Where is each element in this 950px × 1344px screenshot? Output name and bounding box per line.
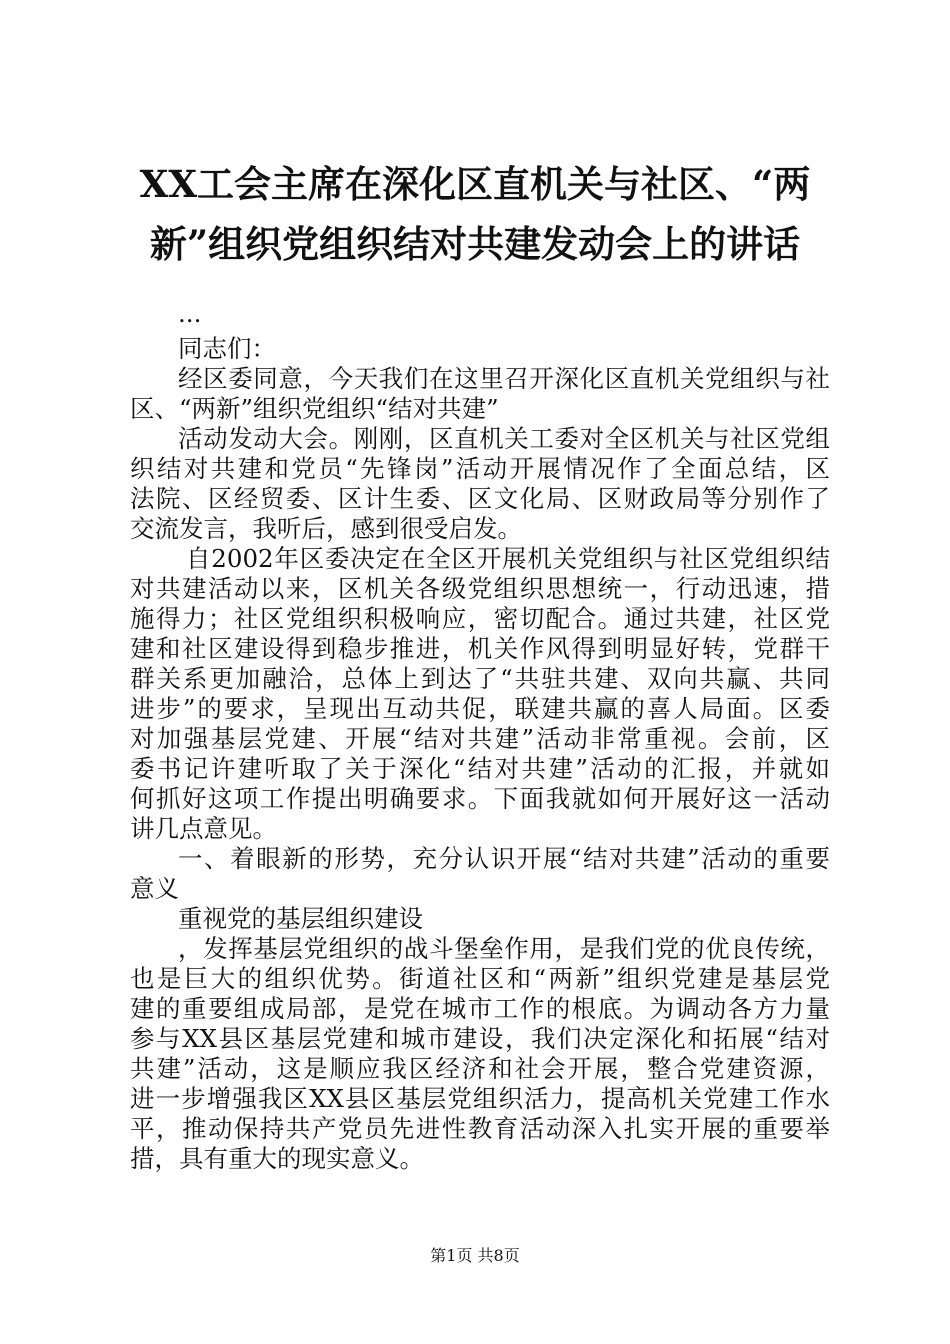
text-line: ，发挥基层党组织的战斗堡垒作用，是我们党的优良传统，: [178, 934, 830, 963]
section-heading-line: 意义: [130, 874, 179, 903]
page-footer: 第1页 共8页: [430, 1246, 520, 1265]
text-line: 平，推动保持共产党员先进性教育活动深入扎实开展的重要举: [130, 1114, 830, 1143]
text-line: 群关系更加融洽，总体上到达了“共驻共建、双向共赢、共同: [130, 664, 830, 693]
text-line: 参与XX县区基层党建和城市建设，我们决定深化和拓展“结对: [130, 1024, 830, 1053]
text-line: 共建”活动，这是顺应我区经济和社会开展，整合党建资源，: [130, 1054, 830, 1083]
salutation: 同志们：: [178, 334, 276, 363]
text-line: 重视党的基层组织建设: [178, 904, 423, 933]
text-line: 措，具有重大的现实意义。: [130, 1144, 424, 1173]
text-line: 何抓好这项工作提出明确要求。下面我就如何开展好这一活动: [130, 784, 830, 813]
document-title-line-2: 新”组织党组织结对共建发动会上的讲话: [149, 222, 801, 266]
text-line: 织结对共建和党员“先锋岗”活动开展情况作了全面总结，区: [130, 454, 830, 483]
text-line: 对共建活动以来，区机关各级党组织思想统一，行动迅速，措: [130, 574, 830, 603]
text-line: 对加强基层党建、开展“结对共建”活动非常重视。会前，区: [130, 724, 830, 753]
ellipsis: ...: [178, 300, 202, 328]
text-line: 自2002年区委决定在全区开展机关党组织与社区党组织结: [186, 544, 830, 573]
document-title-line-1: XX工会主席在深化区直机关与社区、“两: [139, 162, 811, 206]
text-line: 施得力；社区党组织积极响应，密切配合。通过共建，社区党: [130, 604, 830, 633]
text-line: 讲几点意见。: [130, 814, 277, 843]
text-line: 法院、区经贸委、区计生委、区文化局、区财政局等分别作了: [130, 484, 830, 513]
text-line: 委书记许建听取了关于深化“结对共建”活动的汇报，并就如: [130, 754, 830, 783]
text-line: 经区委同意，今天我们在这里召开深化区直机关党组织与社: [178, 364, 830, 393]
section-heading-line: 一、着眼新的形势，充分认识开展“结对共建”活动的重要: [178, 844, 830, 873]
text-line: 建的重要组成局部，是党在城市工作的根底。为调动各方力量: [130, 994, 830, 1023]
text-line: 活动发动大会。刚刚，区直机关工委对全区机关与社区党组: [178, 424, 830, 453]
text-line: 交流发言，我听后，感到很受启发。: [130, 514, 522, 543]
text-line: 区、“两新”组织党组织“结对共建”: [130, 394, 499, 423]
text-line: 建和社区建设得到稳步推进，机关作风得到明显好转，党群干: [130, 634, 830, 663]
text-line: 进步”的要求，呈现出互动共促，联建共赢的喜人局面。区委: [130, 694, 830, 723]
text-line: 进一步增强我区XX县区基层党组织活力，提高机关党建工作水: [130, 1084, 830, 1113]
text-line: 也是巨大的组织优势。街道社区和“两新”组织党建是基层党: [130, 964, 830, 993]
